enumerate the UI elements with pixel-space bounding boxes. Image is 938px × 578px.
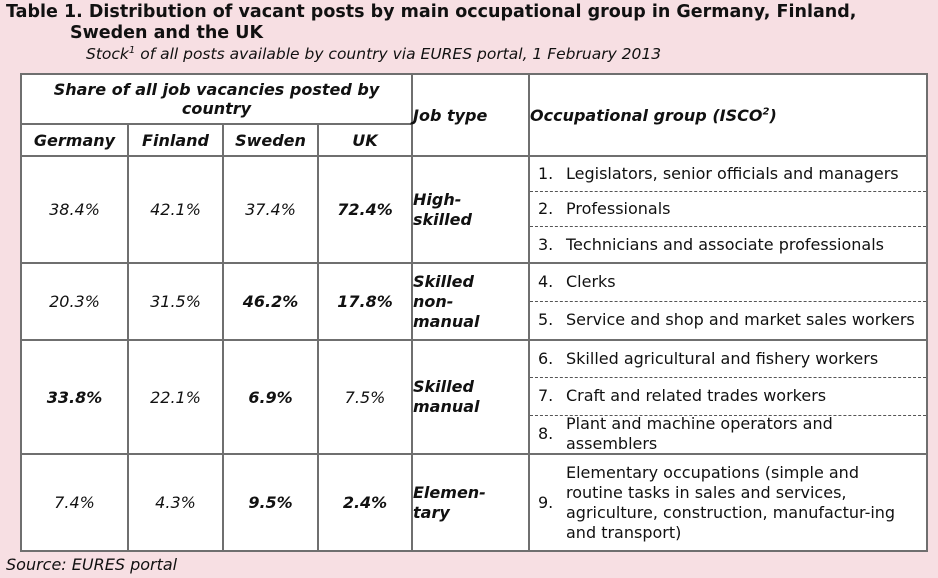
group-label: Skilled agricultural and fishery workers <box>566 349 879 369</box>
group-number: 8. <box>538 424 554 444</box>
group-label: Service and shop and market sales workers <box>566 310 915 330</box>
occupational-group-item <box>530 416 926 453</box>
subtitle-pre: Stock <box>86 45 129 63</box>
footnote-marker-1: 1 <box>128 44 136 56</box>
job-type-line: Elemen- <box>413 482 486 502</box>
country-header-germany: Germany <box>21 124 128 156</box>
share-cell: 72.4% <box>318 156 412 263</box>
group-number: 2. <box>538 199 554 218</box>
group-number: 6. <box>538 349 554 369</box>
job-type-line: skilled <box>413 209 472 229</box>
source-note: Source: EURES portal <box>6 555 178 574</box>
country-header-uk: UK <box>318 124 412 156</box>
group-label: Craft and related trades workers <box>566 386 827 406</box>
group-label: Technicians and associate professionals <box>566 234 885 254</box>
occupational-group-item <box>530 227 926 262</box>
vacancy-table <box>20 73 928 552</box>
share-header: Share of all job vacancies posted by country <box>21 74 412 124</box>
share-cell: 7.5% <box>318 340 412 454</box>
job-type-line: Skilled <box>413 271 474 291</box>
share-cell: 9.5% <box>223 454 318 551</box>
table-row <box>21 263 927 340</box>
share-cell: 20.3% <box>21 263 128 340</box>
share-cell: 38.4% <box>21 156 128 263</box>
job-type-line: manual <box>413 397 480 416</box>
job-type-line: High- <box>413 189 462 209</box>
job-type-cell <box>412 156 529 263</box>
share-cell: 46.2% <box>223 263 318 340</box>
occupational-group-item <box>530 302 926 340</box>
share-cell: 4.3% <box>128 454 223 551</box>
share-cell: 22.1% <box>128 340 223 454</box>
share-cell: 17.8% <box>318 263 412 340</box>
occupational-groups-cell <box>529 340 927 454</box>
occupational-groups-cell <box>529 263 927 340</box>
job-type-cell <box>412 340 529 454</box>
share-cell: 31.5% <box>128 263 223 340</box>
table-row <box>21 340 927 454</box>
group-label: Professionals <box>566 199 671 218</box>
table-row <box>21 156 927 263</box>
occupational-group-item <box>530 378 926 415</box>
share-cell: 6.9% <box>223 340 318 454</box>
job-type-line: tary <box>413 502 450 522</box>
share-cell: 33.8% <box>21 340 128 454</box>
occupational-group-item <box>530 264 926 302</box>
occupational-groups-cell <box>529 454 927 551</box>
group-number: 7. <box>538 386 554 406</box>
job-type-line: non- <box>413 291 454 311</box>
subtitle-post: of all posts available by country via EURES portal, 1 February 2013 <box>135 45 662 63</box>
group-number: 3. <box>538 234 554 254</box>
share-cell: 37.4% <box>223 156 318 263</box>
job-type-cell <box>412 263 529 340</box>
group-label: Clerks <box>566 272 616 292</box>
group-number: 5. <box>538 310 554 330</box>
job-type-line: Skilled <box>413 377 474 396</box>
group-number: 9. <box>538 492 554 512</box>
group-number: 1. <box>538 164 554 183</box>
occupational-group-header <box>529 74 927 156</box>
job-type-line: manual <box>413 311 480 331</box>
share-cell: 2.4% <box>318 454 412 551</box>
group-label: Plant and machine operators and assemblers <box>566 414 833 454</box>
occupational-group-item <box>530 157 926 192</box>
country-header-finland: Finland <box>128 124 223 156</box>
occ-header-text: Occupational group (ISCO <box>530 105 763 125</box>
occ-header-close: ) <box>769 105 777 125</box>
table-title <box>6 2 931 44</box>
occupational-groups-cell <box>529 156 927 263</box>
table-subtitle <box>86 44 661 64</box>
share-cell: 42.1% <box>128 156 223 263</box>
occupational-group-item <box>530 192 926 227</box>
title-line-2: Sweden and the UK <box>70 23 264 43</box>
occupational-group-item <box>530 341 926 378</box>
job-type-header: Job type <box>412 74 529 156</box>
share-cell: 7.4% <box>21 454 128 551</box>
title-line-1: Table 1. Distribution of vacant posts by main occupational group in Germany, Finland, <box>6 2 857 22</box>
occupational-group-item <box>530 455 926 550</box>
country-header-sweden: Sweden <box>223 124 318 156</box>
table-row <box>21 454 927 551</box>
group-label: Elementary occupations (simple and routine tasks in sales and services, agriculture, construction, manufactur-ing and transport) <box>566 462 896 542</box>
footnote-marker-2: 2 <box>762 106 770 118</box>
group-label: Legislators, senior officials and managers <box>566 164 899 183</box>
group-number: 4. <box>538 272 554 292</box>
job-type-cell <box>412 454 529 551</box>
